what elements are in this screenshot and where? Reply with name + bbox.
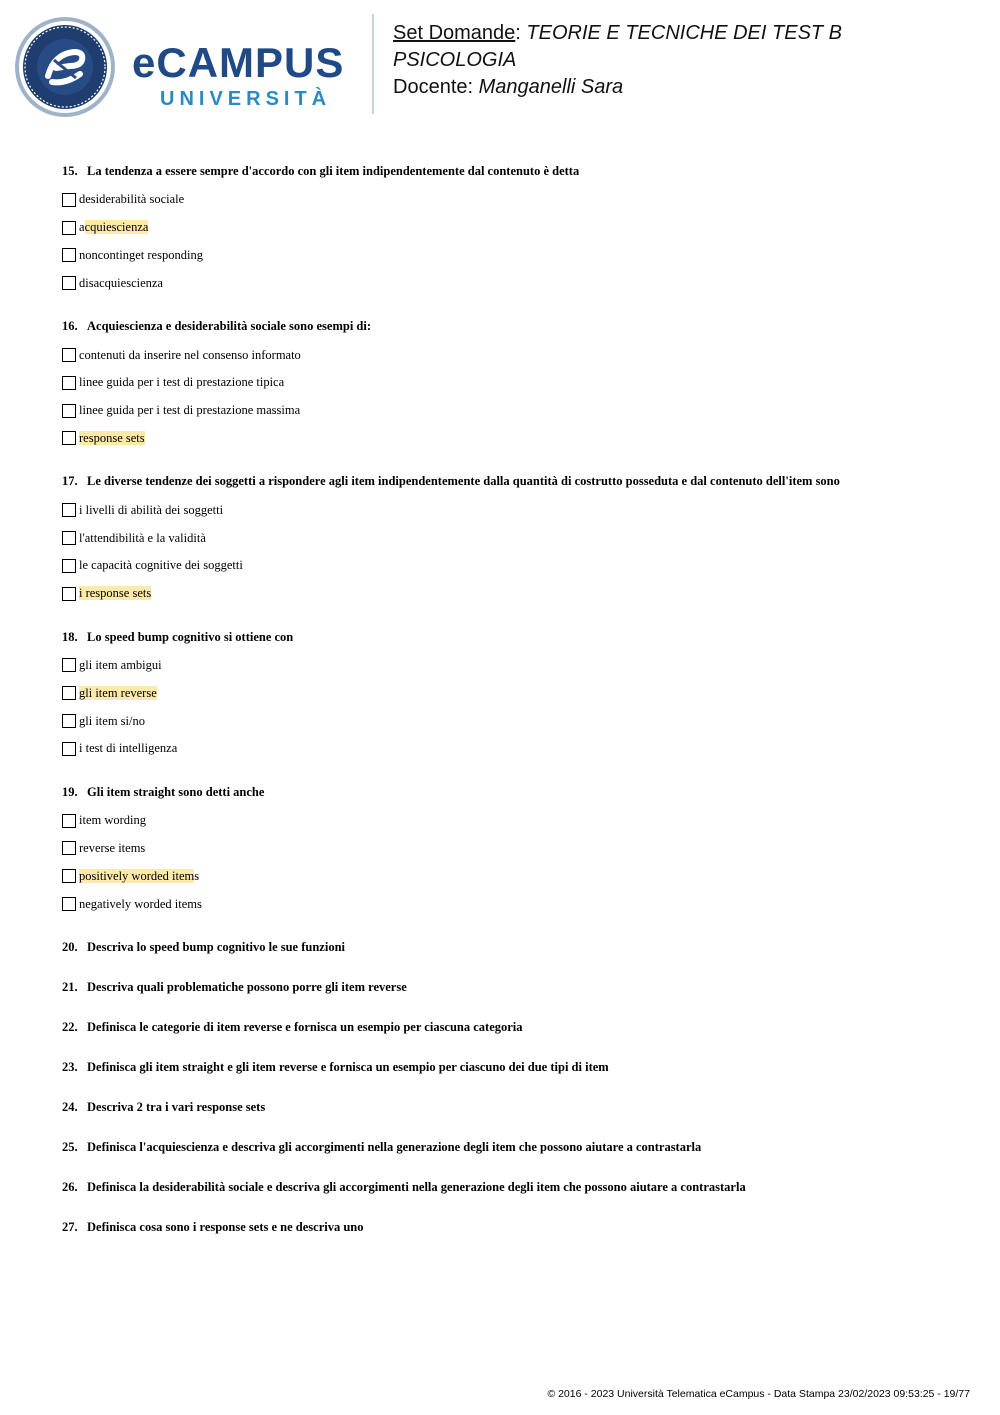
question-number: 15.	[62, 164, 78, 178]
answer-option[interactable]	[62, 862, 962, 890]
question-text: Gli item straight sono detti anche	[87, 784, 265, 799]
question-text: Definisca l'acquiescienza e descriva gli accorgimenti nella generazione degli item che possono aiutare a contrastarla	[87, 1139, 702, 1154]
question-title	[62, 470, 962, 492]
question-text: La tendenza a essere sempre d'accordo con gli item indipendentemente dal contenuto è detta	[87, 164, 580, 178]
answer-option[interactable]	[62, 679, 962, 707]
open-questions	[62, 936, 962, 1238]
checkbox[interactable]	[62, 658, 76, 672]
checkbox[interactable]	[62, 431, 76, 445]
option-label	[79, 190, 184, 209]
question-number: 23.	[62, 1059, 78, 1074]
question-number: 26.	[62, 1179, 78, 1194]
option-label	[79, 274, 163, 293]
question-text: Definisca gli item straight e gli item reverse e fornisca un esempio per ciascuno dei due tipi di item	[87, 1059, 609, 1074]
question-16	[62, 315, 962, 452]
open-question-22	[62, 1016, 962, 1038]
question-text: Definisca le categorie di item reverse e fornisca un esempio per ciascuna categoria	[87, 1019, 523, 1034]
checkbox[interactable]	[62, 714, 76, 728]
answer-options	[62, 496, 962, 607]
answer-option[interactable]	[62, 369, 962, 397]
option-text: le capacità cognitive dei soggetti	[79, 558, 243, 573]
open-question-25	[62, 1136, 962, 1158]
answer-option[interactable]	[62, 580, 962, 608]
question-title	[62, 781, 962, 803]
question-number: 20.	[62, 939, 78, 954]
page-header	[0, 0, 1000, 130]
question-number: 19.	[62, 784, 78, 799]
option-text: reverse items	[79, 840, 146, 855]
question-title	[62, 1016, 962, 1038]
answer-option[interactable]	[62, 341, 962, 369]
option-text-highlighted: response sets	[79, 430, 145, 445]
question-text: Descriva 2 tra i vari response sets	[87, 1099, 266, 1114]
checkbox[interactable]	[62, 503, 76, 517]
option-label	[79, 529, 206, 548]
open-question-20	[62, 936, 962, 958]
option-text: disacquiescienza	[79, 275, 163, 290]
answer-option[interactable]	[62, 835, 962, 863]
question-number: 17.	[62, 474, 78, 489]
option-text: gli item ambigui	[79, 657, 162, 672]
open-question-24	[62, 1096, 962, 1118]
answer-option[interactable]	[62, 524, 962, 552]
open-question-26	[62, 1176, 962, 1198]
question-title	[62, 936, 962, 958]
open-question-23	[62, 1056, 962, 1078]
option-label	[79, 584, 151, 603]
question-text: Definisca cosa sono i response sets e ne descriva uno	[87, 1219, 364, 1234]
answer-option[interactable]	[62, 652, 962, 680]
checkbox[interactable]	[62, 276, 76, 290]
option-text: gli item si/no	[79, 713, 145, 728]
brand-sub: UNIVERSITÀ	[160, 88, 332, 110]
answer-option[interactable]	[62, 242, 962, 270]
teacher-label: Docente:	[393, 76, 474, 98]
brand-word: eCAMPUS	[132, 39, 345, 86]
question-title	[62, 1216, 962, 1238]
option-label	[79, 739, 177, 758]
checkbox[interactable]	[62, 841, 76, 855]
question-17	[62, 470, 962, 607]
question-number: 21.	[62, 979, 78, 994]
header-info	[393, 20, 953, 101]
option-label	[79, 811, 146, 830]
option-text-pre: a	[79, 220, 85, 235]
question-text: Acquiescienza e desiderabilità sociale sono esempi di:	[87, 319, 372, 334]
option-label	[79, 501, 223, 520]
teacher-line	[393, 74, 953, 101]
question-number: 24.	[62, 1099, 78, 1114]
question-text: Descriva lo speed bump cognitivo le sue funzioni	[87, 939, 345, 954]
question-title	[62, 1176, 962, 1198]
checkbox[interactable]	[62, 587, 76, 601]
question-text: Descriva quali problematiche possono porre gli item reverse	[87, 979, 407, 994]
question-title	[62, 315, 962, 337]
question-title	[62, 1136, 962, 1158]
option-text-post: s	[194, 868, 200, 883]
set-sep: :	[515, 22, 521, 44]
option-text: linee guida per i test di prestazione massima	[79, 403, 301, 418]
answer-option[interactable]	[62, 397, 962, 425]
course-title: TEORIE E TECNICHE DEI TEST B	[526, 22, 843, 44]
question-number: 16.	[62, 319, 78, 334]
answer-options	[62, 341, 962, 452]
checkbox[interactable]	[62, 376, 76, 390]
answer-option[interactable]	[62, 425, 962, 453]
option-text: noncontinget responding	[79, 247, 203, 262]
multiple-choice-questions	[62, 160, 962, 918]
option-label	[79, 346, 301, 365]
question-number: 27.	[62, 1219, 78, 1234]
answer-options	[62, 807, 962, 918]
option-label	[79, 895, 202, 914]
answer-options	[62, 652, 962, 763]
checkbox[interactable]	[62, 742, 76, 756]
answer-option[interactable]	[62, 186, 962, 214]
checkbox[interactable]	[62, 869, 76, 883]
option-label	[79, 429, 145, 448]
answer-option[interactable]	[62, 269, 962, 297]
option-label	[79, 867, 199, 886]
question-18	[62, 626, 962, 763]
option-text: contenuti da inserire nel consenso informato	[79, 347, 301, 362]
question-title	[62, 1056, 962, 1078]
teacher-name: Manganelli Sara	[478, 76, 624, 98]
checkbox[interactable]	[62, 193, 76, 207]
checkbox[interactable]	[62, 897, 76, 911]
question-title	[62, 1096, 962, 1118]
question-title	[62, 976, 962, 998]
question-15	[62, 160, 962, 297]
checkbox[interactable]	[62, 248, 76, 262]
ecampus-wordmark	[132, 40, 357, 115]
question-number: 22.	[62, 1019, 78, 1034]
answer-option[interactable]	[62, 552, 962, 580]
option-text-highlighted: cquiescienza	[84, 220, 149, 235]
answer-option[interactable]	[62, 214, 962, 242]
option-label	[79, 401, 300, 420]
option-text: l'attendibilità e la validità	[79, 530, 206, 545]
open-question-27	[62, 1216, 962, 1238]
option-label	[79, 218, 148, 237]
option-label	[79, 246, 203, 265]
option-label	[79, 373, 284, 392]
question-text: Lo speed bump cognitivo si ottiene con	[87, 629, 294, 644]
question-title	[62, 626, 962, 648]
answer-option[interactable]	[62, 735, 962, 763]
ecampus-seal-logo	[14, 16, 116, 118]
option-text-highlighted: gli item reverse	[79, 685, 157, 700]
option-label	[79, 656, 162, 675]
option-label	[79, 712, 145, 731]
option-text: item wording	[79, 813, 147, 828]
course-sub: PSICOLOGIA	[393, 49, 517, 71]
question-19	[62, 781, 962, 918]
answer-option[interactable]	[62, 496, 962, 524]
checkbox[interactable]	[62, 814, 76, 828]
checkbox[interactable]	[62, 559, 76, 573]
option-label	[79, 839, 145, 858]
checkbox[interactable]	[62, 221, 76, 235]
option-text: linee guida per i test di prestazione tipica	[79, 375, 285, 390]
option-label	[79, 556, 243, 575]
set-label: Set Domande	[393, 22, 516, 44]
checkbox[interactable]	[62, 404, 76, 418]
question-number: 18.	[62, 629, 78, 644]
option-text: i livelli di abilità dei soggetti	[79, 502, 224, 517]
course-sub-line	[393, 47, 953, 74]
header-divider	[372, 14, 374, 114]
option-text: negatively worded items	[79, 896, 202, 911]
question-title	[62, 160, 962, 182]
open-question-21	[62, 976, 962, 998]
option-text-highlighted: positively worded item	[79, 868, 195, 883]
questions-content	[62, 160, 962, 1256]
checkbox[interactable]	[62, 686, 76, 700]
checkbox[interactable]	[62, 531, 76, 545]
question-text: Le diverse tendenze dei soggetti a rispondere agli item indipendentemente dalla quantità di costrutto posseduta e dal contenuto dell'item sono	[87, 474, 840, 489]
page-footer: © 2016 - 2023 Università Telematica eCampus - Data Stampa 23/02/2023 09:53:25 - 19/77	[547, 1388, 970, 1400]
answer-option[interactable]	[62, 890, 962, 918]
option-text: desiderabilità sociale	[79, 192, 185, 207]
checkbox[interactable]	[62, 348, 76, 362]
set-line	[393, 20, 953, 47]
question-number: 25.	[62, 1139, 78, 1154]
answer-option[interactable]	[62, 707, 962, 735]
answer-option[interactable]	[62, 807, 962, 835]
answer-options	[62, 186, 962, 297]
option-label	[79, 684, 157, 703]
question-text: Definisca la desiderabilità sociale e descriva gli accorgimenti nella generazione degli item che possono aiutare a contrastarla	[87, 1179, 746, 1194]
option-text: i test di intelligenza	[79, 741, 178, 756]
option-text-highlighted: i response sets	[79, 586, 152, 601]
